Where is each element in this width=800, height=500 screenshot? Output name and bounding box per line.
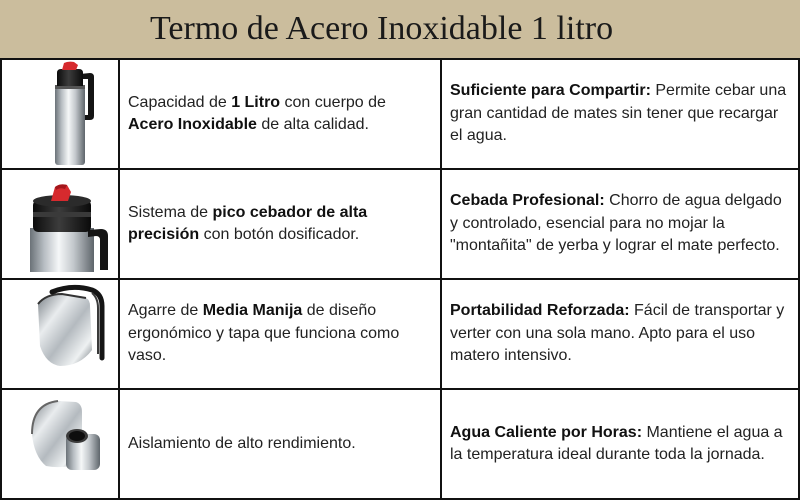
insulated-cup-icon bbox=[2, 390, 118, 498]
description-highlight: Media Manija bbox=[202, 302, 303, 320]
spout-cap-icon bbox=[2, 170, 118, 278]
product-image-cell bbox=[2, 170, 120, 280]
description-text: de alta calidad. bbox=[256, 116, 369, 133]
thermos-full-icon bbox=[2, 60, 118, 168]
description-paragraph bbox=[128, 433, 356, 456]
feature-benefit bbox=[442, 170, 800, 280]
feature-row bbox=[2, 170, 800, 280]
description-paragraph bbox=[128, 300, 410, 368]
handle-inner bbox=[92, 293, 98, 354]
benefit-title: Agua Caliente por Horas: bbox=[450, 423, 643, 441]
description-highlight: pico cebador de alta precisión bbox=[128, 203, 368, 243]
thermos-cap bbox=[57, 69, 83, 86]
product-image-cell bbox=[2, 60, 120, 170]
page-title: Termo de Acero Inoxidable 1 litro bbox=[150, 10, 614, 47]
benefit-title: Cebada Profesional: bbox=[450, 192, 605, 210]
feature-description bbox=[120, 280, 442, 390]
feature-benefit bbox=[442, 60, 800, 170]
spout bbox=[62, 62, 78, 70]
description-text: con botón dosificador. bbox=[199, 226, 360, 243]
description-text: Capacidad de bbox=[128, 93, 232, 111]
steel-shell bbox=[38, 294, 92, 366]
product-image-cell bbox=[2, 390, 120, 500]
benefit-text: Chorro de agua delgado y controlado, esencial para no mojar la "montañita" de yerba y lograr el mate perfecto. bbox=[450, 192, 782, 255]
page-header bbox=[0, 0, 800, 58]
benefit-paragraph bbox=[450, 190, 790, 258]
product-image-cell bbox=[2, 280, 120, 390]
description-highlight: Acero Inoxidable bbox=[128, 116, 257, 133]
feature-description bbox=[120, 170, 442, 280]
feature-row bbox=[2, 390, 800, 500]
half-handle-icon bbox=[2, 280, 118, 388]
feature-table bbox=[0, 58, 800, 500]
feature-description bbox=[120, 390, 442, 500]
benefit-title: Suficiente para Compartir: bbox=[450, 82, 651, 100]
benefit-paragraph bbox=[450, 422, 790, 467]
cap-ridge bbox=[33, 212, 91, 217]
benefit-title: Portabilidad Reforzada: bbox=[450, 302, 630, 320]
description-paragraph bbox=[128, 92, 410, 137]
feature-description bbox=[120, 60, 442, 170]
description-text: Sistema de bbox=[128, 203, 213, 221]
description-text: con cuerpo de bbox=[280, 93, 386, 111]
thermos-body bbox=[55, 87, 85, 165]
thermos-body bbox=[30, 228, 94, 272]
feature-row bbox=[2, 60, 800, 170]
benefit-text: Fácil de transportar y verter con una sola mano. Apto para el uso matero intensivo. bbox=[450, 302, 785, 365]
description-text: Aislamiento de alto rendimiento. bbox=[128, 434, 356, 452]
feature-benefit bbox=[442, 280, 800, 390]
benefit-paragraph bbox=[450, 80, 790, 148]
cup-lid-opening bbox=[69, 431, 85, 441]
benefit-text: Mantiene el agua a la temperatura ideal durante toda la jornada. bbox=[450, 423, 783, 463]
description-text: Agarre de bbox=[128, 302, 203, 320]
description-text: de diseño ergonómico y tapa que funciona como vaso. bbox=[128, 302, 400, 365]
description-paragraph bbox=[128, 202, 410, 247]
description-highlight: 1 Litro bbox=[231, 93, 281, 111]
benefit-paragraph bbox=[450, 300, 790, 368]
feature-row bbox=[2, 280, 800, 390]
benefit-text: Permite cebar una gran cantidad de mates sin tener que recargar el agua. bbox=[450, 82, 787, 145]
feature-benefit bbox=[442, 390, 800, 500]
